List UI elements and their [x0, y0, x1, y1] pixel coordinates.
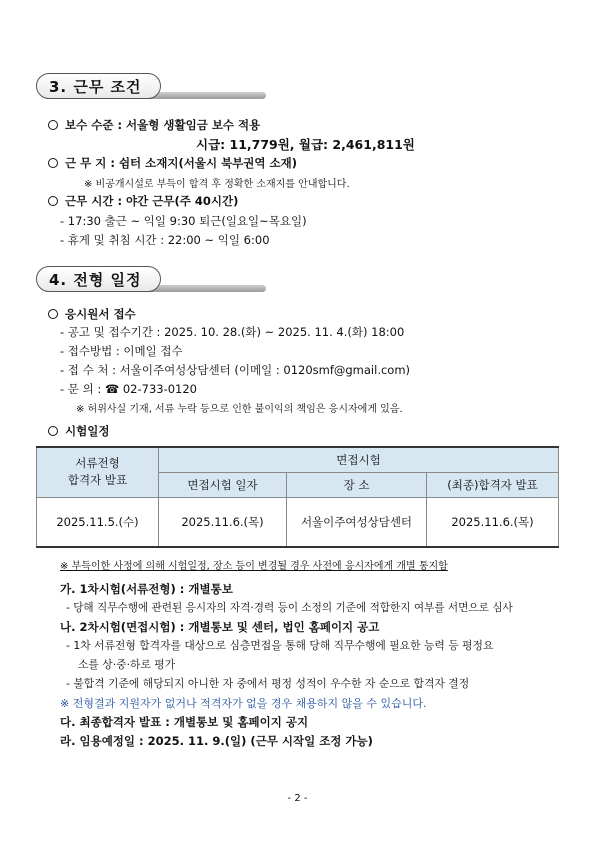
table-row [37, 497, 559, 547]
apply-note: ※ 허위사실 기재, 서류 누락 등으로 인한 불이익의 책임은 응시자에게 있음. [76, 404, 403, 415]
apply-contact: - 문 의 : ☎ 02-733-0120 [60, 382, 197, 396]
step-c: 다. 최종합격자 발표 : 개별통보 및 홈페이지 공지 [60, 715, 309, 729]
hours-detail-1: - 17:30 출근 ~ 익일 9:30 퇴근(일요일~목요일) [60, 214, 307, 228]
doc-result-header: 서류전형 합격자 발표 [37, 447, 159, 497]
bullet-circle-icon [48, 196, 58, 206]
schedule-label: 시험일정 [65, 424, 110, 438]
bullet-circle-icon [48, 120, 58, 130]
step-b: 나. 2차시험(면접시험) : 개별통보 및 센터, 법인 홈페이지 공고 [60, 620, 380, 634]
step-a-detail: - 당해 직무수행에 관련된 응시자의 자격·경력 등이 소정의 기준에 적합한지 여부를 서면으로 심사 [66, 602, 513, 614]
pay-label: 보수 수준 : 서울형 생활임금 보수 적용 [65, 118, 261, 132]
section-4-header [36, 265, 266, 293]
step-b-detail-2: - 불합격 기준에 해당되지 아니한 자 중에서 평정 성적이 우수한 자 순으로 합격자 결정 [66, 677, 470, 690]
table-cell: 서울이주여성상담센터 [287, 497, 427, 547]
step-a: 가. 1차시험(서류전형) : 개별통보 [60, 582, 233, 596]
hours-label: 근무 시간 : 야간 근무(주 40시간) [65, 194, 239, 208]
place-header: 장 소 [287, 472, 427, 497]
location-note: ※ 비공개시설로 부득이 합격 후 정확한 소재지를 안내합니다. [84, 179, 350, 190]
step-b-detail-1b: 소를 상·중·하로 평가 [78, 658, 176, 671]
hours-item [48, 193, 238, 209]
apply-period: - 공고 및 접수기간 : 2025. 10. 28.(화) ~ 2025. 11. 4.(화) 18:00 [60, 325, 405, 339]
apply-method: - 접수방법 : 이메일 접수 [60, 344, 183, 358]
location-item [48, 155, 297, 171]
bullet-circle-icon [48, 309, 58, 319]
interview-date-header: 면접시험 일자 [159, 472, 287, 497]
bullet-circle-icon [48, 158, 58, 168]
section-4-title: 4. 전형 일정 [36, 266, 161, 292]
pay-value: 시급: 11,779원, 월급: 2,461,811원 [196, 137, 415, 152]
step-d: 라. 임용예정일 : 2025. 11. 9.(일) (근무 시작일 조정 가능) [60, 734, 373, 748]
schedule-item [48, 423, 109, 439]
pay-item [48, 117, 260, 133]
apply-place: - 접 수 처 : 서울이주여성상담센터 (이메일 : 0120smf@gmail.com) [60, 363, 411, 377]
change-note: ※ 부득이한 사정에 의해 시험일정, 장소 등이 변경될 경우 사전에 응시자에게 개별 통지함 [60, 561, 448, 572]
hours-detail-2: - 휴게 및 취침 시간 : 22:00 ~ 익일 6:00 [60, 233, 270, 247]
interview-group-header: 면접시험 [159, 447, 559, 472]
apply-item [48, 306, 136, 322]
final-result-header: (최종)합격자 발표 [427, 472, 559, 497]
step-b-warning: ※ 전형결과 지원자가 없거나 적격자가 없을 경우 채용하지 않을 수 있습니다. [60, 697, 427, 710]
schedule-table [36, 446, 559, 548]
table-cell: 2025.11.6.(목) [159, 497, 287, 547]
apply-label: 응시원서 접수 [65, 307, 136, 321]
step-b-detail-1: - 1차 서류전형 합격자를 대상으로 심층면접을 통해 당해 직무수행에 필요한 능력 등 평정요 [66, 639, 494, 652]
page-number: - 2 - [287, 793, 308, 804]
table-cell: 2025.11.5.(수) [37, 497, 159, 547]
section-3-title: 3. 근무 조건 [36, 73, 161, 99]
section-3-header [36, 72, 266, 100]
table-cell: 2025.11.6.(목) [427, 497, 559, 547]
location-label: 근 무 지 : 쉼터 소재지(서울시 북부권역 소재) [65, 156, 297, 170]
bullet-circle-icon [48, 426, 58, 436]
